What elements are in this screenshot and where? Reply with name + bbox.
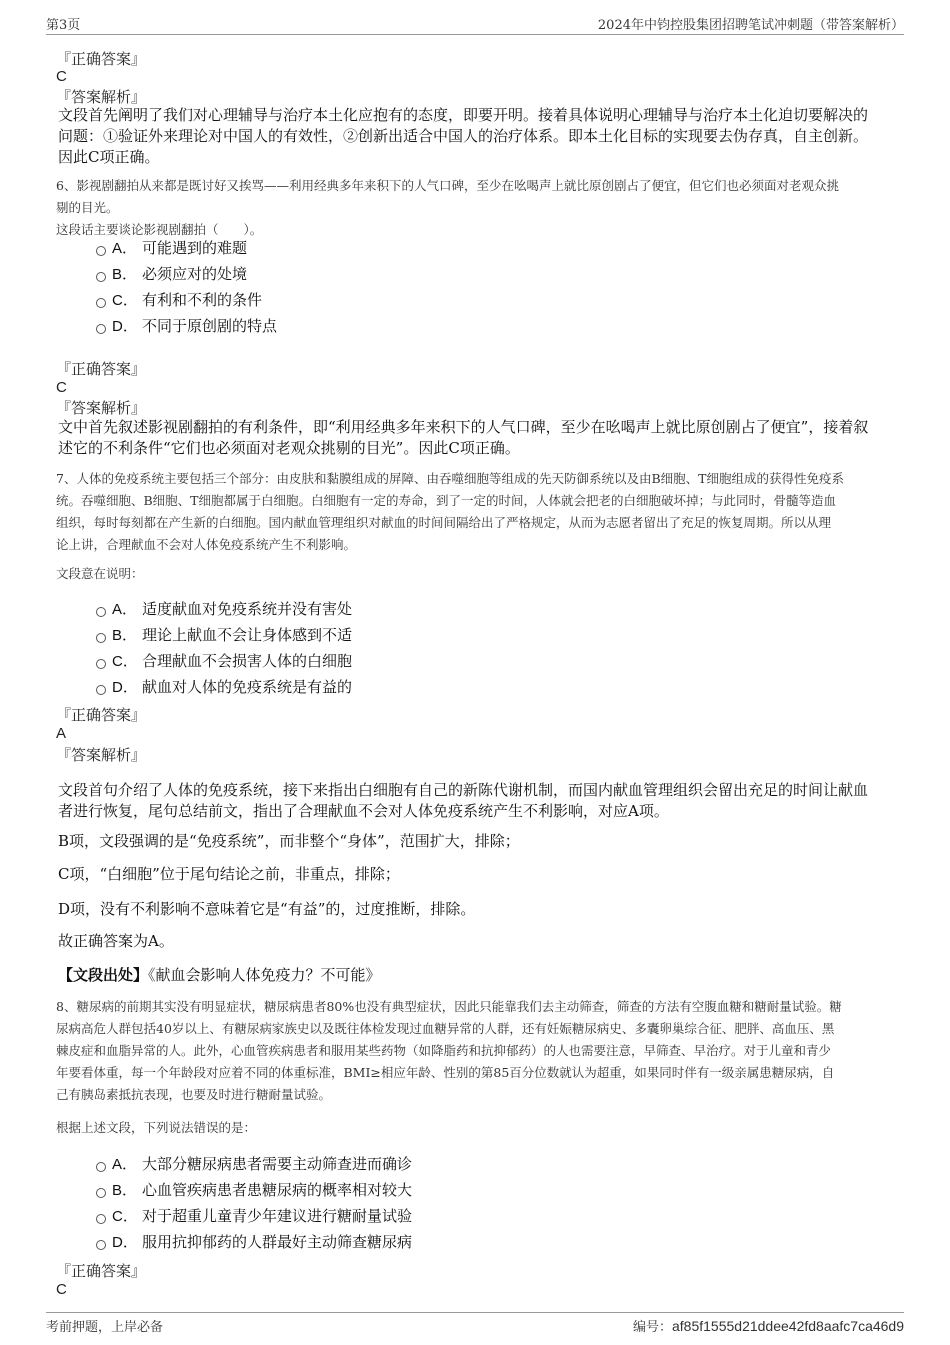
q8-stem: 8、糖尿病的前期其实没有明显症状，糖尿病患者80%也没有典型症状，因此只能靠我们去主动筛查，筛查的方法有空腹血糖和糖耐量试验。糖 尿病高危人群包括40岁以上、有糖尿病家族史以及既往体检发现过血糖异常的人群，还有妊娠糖尿病史、多囊卵巢综合征、肥胖、高血压、黑 棘皮症和血脂异常的人。此外，心血管疾病患者和服用某些药物（如降脂药和抗抑郁药）的人也需要注意，早筛查、早治疗。对于儿童和青少 年要看体重，每一个年龄段对应着不同的体重标准，BMI≥相应年龄、性别的第85百分位数就认为超重，如果同时伴有一级亲属患糖尿病，自 己有胰岛素抵抗表现，也要及时进行糖耐量试验。: [56, 999, 842, 1102]
radio-icon[interactable]: [96, 685, 106, 695]
radio-icon[interactable]: [96, 1188, 106, 1198]
q7-answer: A: [56, 725, 67, 742]
source-label: 【文段出处】: [58, 966, 149, 984]
radio-icon[interactable]: [96, 633, 106, 643]
radio-icon[interactable]: [96, 1240, 106, 1250]
footer-slogan: 考前押题，上岸必备: [46, 1320, 164, 1335]
q6-answer: C: [56, 379, 67, 396]
q6-option-d[interactable]: D． 不同于原创剧的特点: [96, 315, 277, 337]
q6-option-c[interactable]: C． 有利和不利的条件: [96, 289, 262, 311]
radio-icon[interactable]: [96, 272, 106, 282]
q7-option-c[interactable]: C． 合理献血不会损害人体的白细胞: [96, 650, 352, 672]
document-title: 2024年中钧控股集团招聘笔试冲刺题（带答案解析）: [597, 18, 904, 33]
page-number: 第3页: [46, 18, 81, 33]
q6-explanation: 文中首先叙述影视剧翻拍的有利条件，即“利用经典多年来积下的人气口碑，至少在吆喝声上就比原创剧占了便宜”，接着叙 述它的不利条件“它们也必须面对老观众挑剔的目光”。因此C项正确。: [58, 418, 869, 457]
q7-option-d[interactable]: D． 献血对人体的免疫系统是有益的: [96, 676, 352, 698]
q7-explanation-b: B项，文段强调的是“免疫系统”，而非整个“身体”，范围扩大，排除；: [58, 832, 520, 850]
q8-option-d[interactable]: D． 服用抗抑郁药的人群最好主动筛查糖尿病: [96, 1231, 412, 1253]
q6-answer-label: 『正确答案』: [56, 360, 147, 378]
q7-explanation-c: C项，“白细胞”位于尾句结论之前，非重点，排除；: [58, 865, 400, 883]
q7-source: [56, 965, 898, 986]
q5-answer-label: 『正确答案』: [56, 50, 147, 68]
q7-stem: 7、人体的免疫系统主要包括三个部分：由皮肤和黏膜组成的屏障、由吞噬细胞等组成的先天防御系统以及由B细胞、T细胞组成的获得性免疫系 统。吞噬细胞、B细胞、T细胞都属于白细胞。白细胞有一定的寿命，到了一定的时间，人体就会把老的白细胞破坏掉；与此同时，骨髓等造血 组织，每时每刻都在产生新的白细胞。国内献血管理组织对献血的时间间隔给出了严格规定，从而为志愿者留出了充足的恢复周期。所以从理 论上讲，合理献血不会对人体免疫系统产生不利影响。: [56, 471, 844, 552]
q8-option-a[interactable]: A． 大部分糖尿病患者需要主动筛查进而确诊: [96, 1153, 412, 1175]
q6-stem: 6、影视剧翻拍从来都是既讨好又挨骂——利用经典多年来积下的人气口碑，至少在吆喝声上就比原创剧占了便宜，但它们也必须面对老观众挑 剔的目光。 这段话主要谈论影视剧翻拍（ ）。: [56, 178, 839, 237]
radio-icon[interactable]: [96, 324, 106, 334]
q7-explanation: 文段首句介绍了人体的免疫系统，接下来指出白细胞有自己的新陈代谢机制，而国内献血管理组织会留出充足的时间让献血 者进行恢复，尾句总结前文，指出了合理献血不会对人体免疫系统产生不利影响，对应A项。: [58, 781, 869, 820]
q7-option-b[interactable]: B． 理论上献血不会让身体感到不适: [96, 624, 352, 646]
q7-option-a[interactable]: A． 适度献血对免疫系统并没有害处: [96, 598, 352, 620]
q7-prompt: 文段意在说明：: [56, 566, 144, 581]
q8-option-b[interactable]: B． 心血管疾病患者患糖尿病的概率相对较大: [96, 1179, 412, 1201]
q7-explanation-d: D项，没有不利影响不意味着它是“有益”的，过度推断，排除。: [58, 900, 476, 918]
q8-prompt: 根据上述文段，下列说法错误的是：: [56, 1120, 257, 1135]
q7-conclusion: 故正确答案为A。: [58, 932, 174, 950]
q8-answer-label: 『正确答案』: [56, 1262, 147, 1280]
page-header: [46, 14, 904, 35]
radio-icon[interactable]: [96, 1162, 106, 1172]
q8-answer: C: [56, 1281, 67, 1298]
page-footer: [46, 1312, 904, 1340]
q7-explain-label: 『答案解析』: [56, 746, 147, 764]
q5-explanation: 文段首先阐明了我们对心理辅导与治疗本土化应抱有的态度，即要开明。接着具体说明心理辅导与治疗本土化迫切要解决的 问题：①验证外来理论对中国人的有效性，②创新出适合中国人的治疗体系。即本土化目标的实现要去伪存真，自主创新。 因此C项正确。: [58, 106, 869, 166]
q5-explain-label: 『答案解析』: [56, 88, 147, 106]
radio-icon[interactable]: [96, 659, 106, 669]
q7-answer-label: 『正确答案』: [56, 706, 147, 724]
radio-icon[interactable]: [96, 246, 106, 256]
q6-explain-label: 『答案解析』: [56, 399, 147, 417]
radio-icon[interactable]: [96, 298, 106, 308]
q8-option-c[interactable]: C． 对于超重儿童青少年建议进行糖耐量试验: [96, 1205, 412, 1227]
source-title: 《献血会影响人体免疫力？不可能》: [148, 966, 381, 984]
q6-option-b[interactable]: B． 必须应对的处境: [96, 263, 247, 285]
q5-answer: C: [56, 68, 67, 85]
q6-option-a[interactable]: A． 可能遇到的难题: [96, 237, 247, 259]
radio-icon[interactable]: [96, 607, 106, 617]
radio-icon[interactable]: [96, 1214, 106, 1224]
document-code: 编号：af85f1555d21ddee42fd8aafc7ca46d9: [632, 1318, 904, 1335]
